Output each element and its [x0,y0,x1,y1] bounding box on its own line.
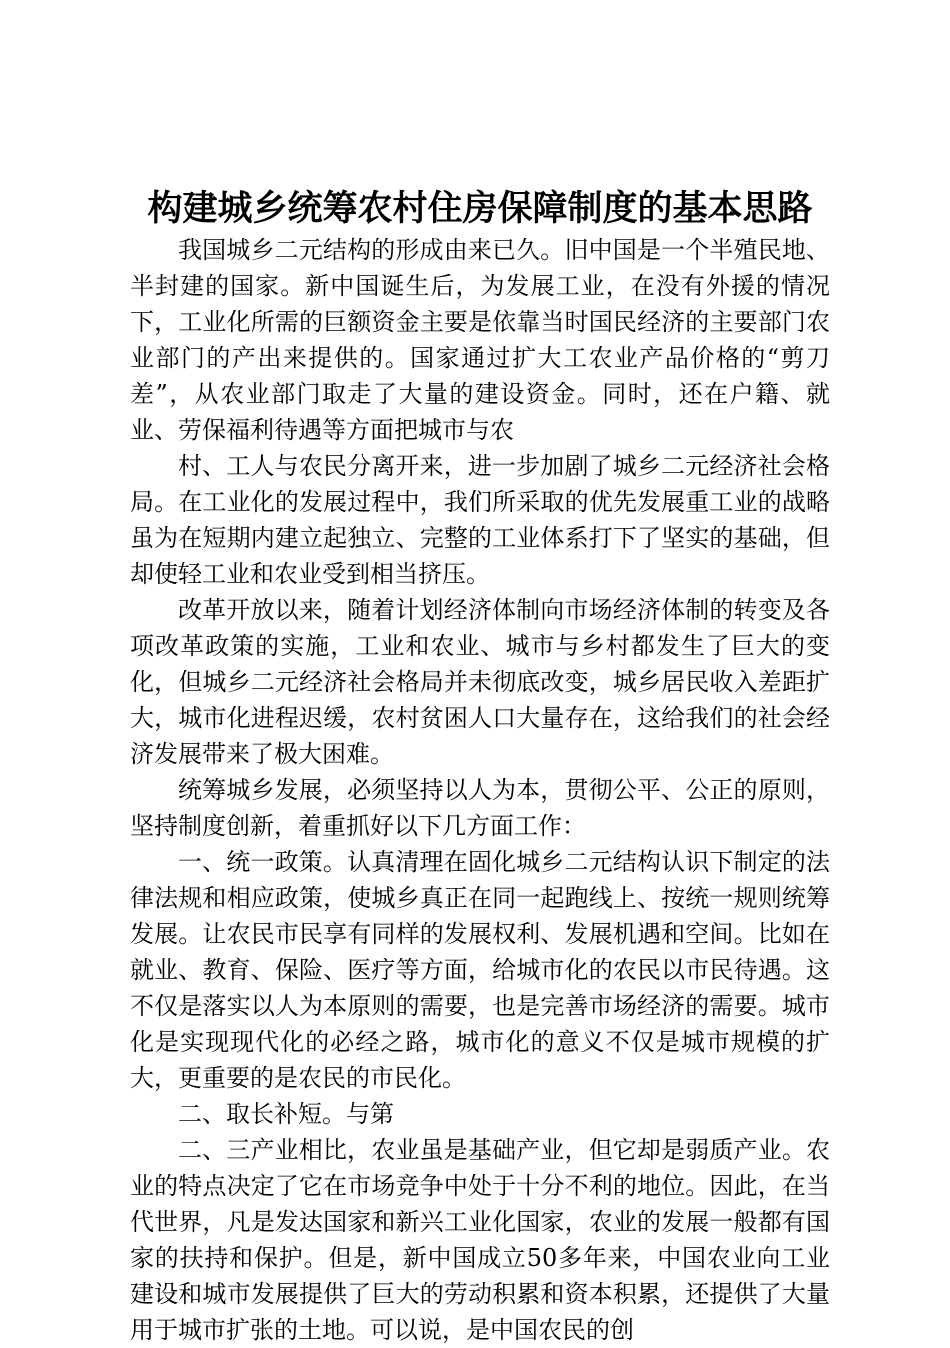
paragraph-6: 二、取长补短。与第 [178,1100,394,1128]
paragraph-7: 二、三产业相比，农业虽是基础产业，但它却是弱质产业。农业的特点决定了它在市场竞争中处于十分不利的地位。因此，在当代世界，凡是发达国家和新兴工业化国家，农业的发展一般都有国家的扶持和保护。但是，新中国成立50多年来，中国农业向工业建设和城市发展提供了巨大的劳动积累和资本积累，还提供了大量用于城市扩张的土地。可以说，是中国农民的创 [130,1136,830,1344]
paragraph-5: 一、统一政策。认真清理在固化城乡二元结构认识下制定的法律法规和相应政策，使城乡真正在同一起跑线上、按统一规则统筹发展。让农民市民享有同样的发展权利、发展机遇和空间。比如在就业、教育、保险、医疗等方面，给城市化的农民以市民待遇。这不仅是落实以人为本原则的需要，也是完善市场经济的需要。城市化是实现现代化的必经之路，城市化的意义不仅是城市规模的扩大，更重要的是农民的市民化。 [130,848,830,1092]
document-body [130,232,830,1348]
paragraph-4: 统筹城乡发展，必须坚持以人为本，贯彻公平、公正的原则，坚持制度创新，着重抓好以下几方面工作： [130,776,830,840]
paragraph-1: 我国城乡二元结构的形成由来已久。旧中国是一个半殖民地、半封建的国家。新中国诞生后，为发展工业，在没有外援的情况下，工业化所需的巨额资金主要是依靠当时国民经济的主要部门农业部门的产出来提供的。国家通过扩大工农业产品价格的“剪刀差”，从农业部门取走了大量的建设资金。同时，还在户籍、就业、劳保福利待遇等方面把城市与农 [130,236,830,444]
document-title: 构建城乡统筹农村住房保障制度的基本思路 [147,188,813,229]
paragraph-3: 改革开放以来，随着计划经济体制向市场经济体制的转变及各项改革政策的实施，工业和农业、城市与乡村都发生了巨大的变化，但城乡二元经济社会格局并未彻底改变，城乡居民收入差距扩大，城市化进程迟缓，农村贫困人口大量存在，这给我们的社会经济发展带来了极大困难。 [130,596,830,768]
paragraph-2: 村、工人与农民分离开来，进一步加剧了城乡二元经济社会格局。在工业化的发展过程中，我们所采取的优先发展重工业的战略虽为在短期内建立起独立、完整的工业体系打下了坚实的基础，但却使轻工业和农业受到相当挤压。 [130,452,830,588]
